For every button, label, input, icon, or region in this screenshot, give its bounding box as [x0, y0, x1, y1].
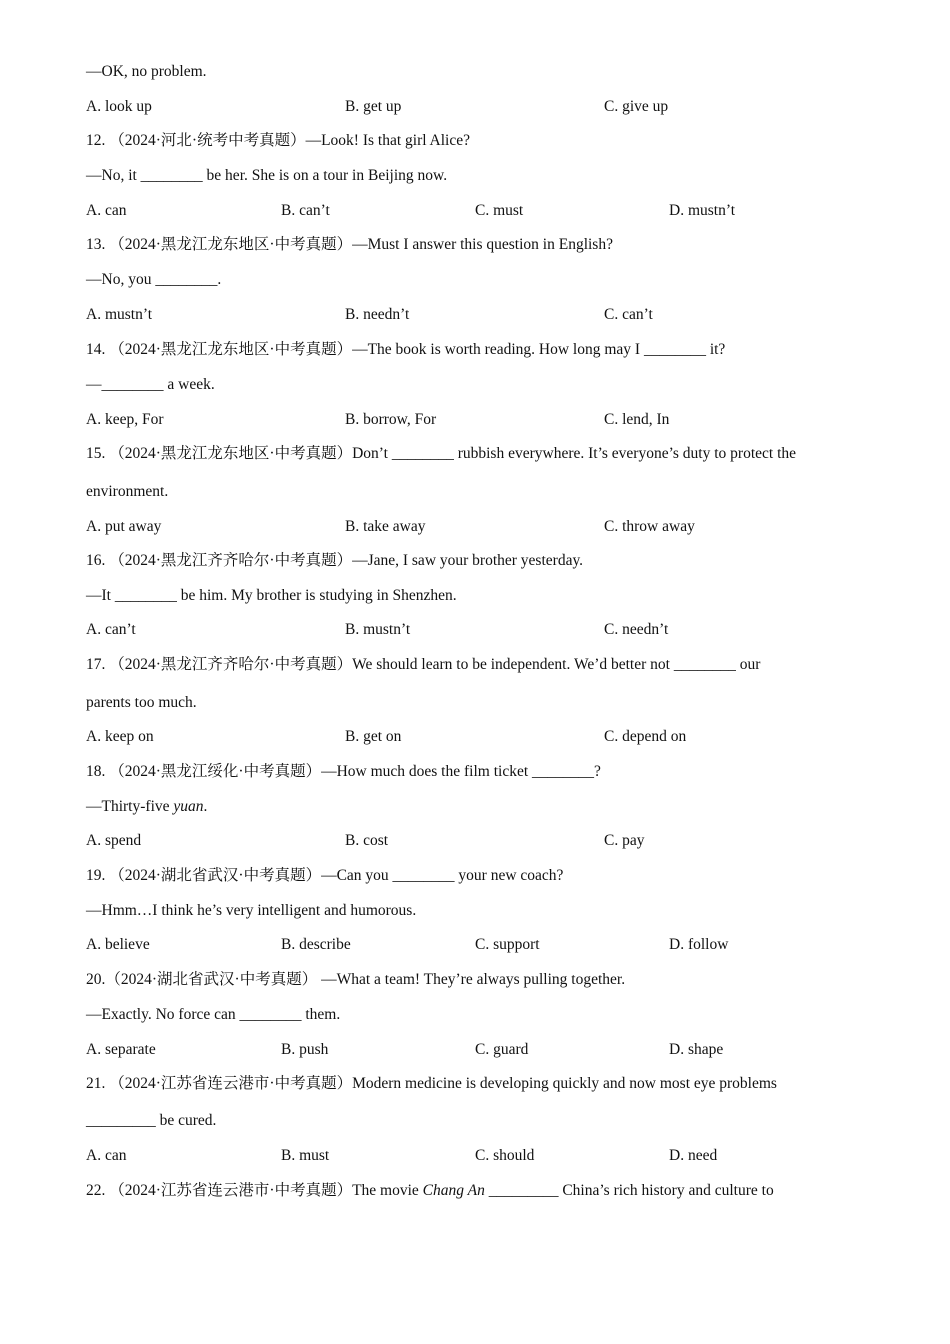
q19-answer-line: —Hmm…I think he’s very intelligent and humorous.	[86, 902, 417, 919]
q11-option-b: B. get up	[345, 98, 402, 115]
q18-option-a: A. spend	[86, 832, 142, 849]
q18-option-c: C. pay	[604, 832, 645, 849]
q21-stem-line1: 21. （2024·江苏省连云港市·中考真题）Modern medicine is developing quickly and now most eye problems	[86, 1075, 777, 1092]
q17-stem-line2: parents too much.	[86, 694, 197, 711]
q14-option-b: B. borrow, For	[345, 411, 437, 428]
q18-option-b: B. cost	[345, 832, 389, 849]
q12-stem: 12. （2024·河北·统考中考真题）—Look! Is that girl Alice?	[86, 132, 471, 149]
q19-stem: 19. （2024·湖北省武汉·中考真题）—Can you ________ your new coach?	[86, 867, 564, 884]
q17-option-b: B. get on	[345, 728, 402, 745]
q22-stem-suffix: _________ China’s rich history and culture to	[484, 1182, 774, 1199]
q19-option-d: D. follow	[669, 936, 729, 953]
q12-option-a: A. can	[86, 202, 127, 219]
q16-answer-line: —It ________ be him. My brother is studying in Shenzhen.	[86, 587, 457, 604]
q20-option-b: B. push	[281, 1041, 329, 1058]
q18-answer-italic: yuan	[173, 798, 204, 815]
q14-answer-line: —________ a week.	[86, 376, 215, 393]
q15-stem-line2: environment.	[86, 483, 169, 500]
q12-answer-line: —No, it ________ be her. She is on a tour in Beijing now.	[86, 167, 448, 184]
q18-answer-suffix: .	[203, 798, 208, 815]
q15-option-c: C. throw away	[604, 518, 695, 535]
q13-option-a: A. mustn’t	[86, 306, 153, 323]
q16-option-a: A. can’t	[86, 621, 136, 638]
q12-option-b: B. can’t	[281, 202, 330, 219]
q11-answer-line: —OK, no problem.	[86, 63, 207, 80]
q20-option-a: A. separate	[86, 1041, 156, 1058]
q15-option-b: B. take away	[345, 518, 426, 535]
q14-option-a: A. keep, For	[86, 411, 164, 428]
q21-option-c: C. should	[475, 1147, 535, 1164]
q17-stem-line1: 17. （2024·黑龙江齐齐哈尔·中考真题）We should learn to be independent. We’d better not ________ our	[86, 656, 761, 673]
q15-option-a: A. put away	[86, 518, 162, 535]
q20-option-c: C. guard	[475, 1041, 529, 1058]
q13-answer-line: —No, you ________.	[86, 271, 222, 288]
q13-stem: 13. （2024·黑龙江龙东地区·中考真题）—Must I answer this question in English?	[86, 236, 613, 253]
q20-option-d: D. shape	[669, 1041, 724, 1058]
q15-stem-line1: 15. （2024·黑龙江龙东地区·中考真题）Don’t ________ rubbish everywhere. It’s everyone’s duty to protect the	[86, 445, 797, 462]
q17-option-c: C. depend on	[604, 728, 687, 745]
q21-stem-line2: _________ be cured.	[86, 1112, 217, 1129]
q22-stem-prefix: 22. （2024·江苏省连云港市·中考真题）The movie	[86, 1182, 423, 1199]
q18-answer-line	[86, 797, 860, 817]
q19-option-c: C. support	[475, 936, 540, 953]
q20-answer-line: —Exactly. No force can ________ them.	[86, 1006, 341, 1023]
q21-option-b: B. must	[281, 1147, 330, 1164]
q21-option-a: A. can	[86, 1147, 127, 1164]
q12-option-c: C. must	[475, 202, 524, 219]
q19-option-b: B. describe	[281, 936, 351, 953]
q16-option-b: B. mustn’t	[345, 621, 411, 638]
q14-option-c: C. lend, In	[604, 411, 670, 428]
q21-option-d: D. need	[669, 1147, 718, 1164]
q13-option-c: C. can’t	[604, 306, 653, 323]
q12-option-d: D. mustn’t	[669, 202, 736, 219]
q19-option-a: A. believe	[86, 936, 150, 953]
q22-stem-italic: Chang An	[422, 1182, 485, 1199]
q17-option-a: A. keep on	[86, 728, 154, 745]
q16-option-c: C. needn’t	[604, 621, 669, 638]
q18-answer-prefix: —Thirty-five	[86, 798, 174, 815]
q20-stem: 20.（2024·湖北省武汉·中考真题） —What a team! They’re always pulling together.	[86, 971, 626, 988]
q16-stem: 16. （2024·黑龙江齐齐哈尔·中考真题）—Jane, I saw your brother yesterday.	[86, 552, 584, 569]
q22-stem	[86, 1181, 860, 1201]
q13-option-b: B. needn’t	[345, 306, 410, 323]
q18-stem: 18. （2024·黑龙江绥化·中考真题）—How much does the film ticket ________?	[86, 763, 601, 780]
q11-option-a: A. look up	[86, 98, 152, 115]
q14-stem: 14. （2024·黑龙江龙东地区·中考真题）—The book is worth reading. How long may I ________ it?	[86, 341, 726, 358]
q11-option-c: C. give up	[604, 98, 669, 115]
